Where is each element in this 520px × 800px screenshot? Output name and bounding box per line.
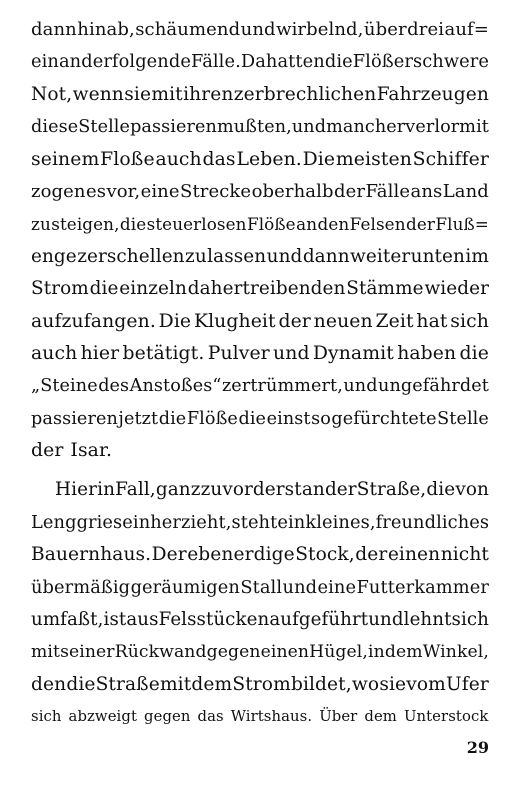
word: eine <box>140 180 180 202</box>
word: Stelle <box>437 408 489 429</box>
word: einanderfolgende <box>31 51 191 73</box>
word: mit <box>151 83 183 105</box>
word: Unterstock <box>403 708 489 726</box>
word: lehnt <box>403 609 452 631</box>
word: Felsen <box>349 214 406 235</box>
word: Fahrzeugen <box>376 83 489 105</box>
word: den <box>317 214 350 235</box>
paragraph <box>31 474 489 733</box>
text-line <box>31 636 489 668</box>
text-line <box>31 14 489 46</box>
word: steuerlosen <box>146 214 247 235</box>
word: hatten <box>265 51 325 73</box>
word: der <box>406 214 435 235</box>
word: Die <box>302 148 336 170</box>
word: und <box>343 376 378 397</box>
word: wirbelnd, <box>276 19 364 40</box>
word: die <box>66 673 96 695</box>
text-line <box>31 572 489 604</box>
text-line <box>31 507 489 539</box>
word: Strom <box>31 278 89 300</box>
word: einen <box>387 544 441 566</box>
word: der <box>333 180 366 202</box>
word: so <box>311 408 331 429</box>
word: Strecke <box>180 180 252 202</box>
word: dann <box>31 19 77 40</box>
word: Stelle <box>78 117 131 138</box>
text-line <box>31 208 489 240</box>
text-line <box>31 176 489 208</box>
word: verlor <box>405 117 460 138</box>
text-line <box>31 111 489 143</box>
word: freundliches <box>375 511 490 533</box>
word: über <box>363 19 407 40</box>
word: auf= <box>444 19 489 40</box>
text-line <box>31 539 489 571</box>
word: weiter <box>350 245 411 267</box>
word: Futterkammer <box>356 576 489 598</box>
word: Land <box>442 180 489 202</box>
word: mit <box>159 673 192 695</box>
word: an <box>296 214 318 235</box>
text-line <box>31 403 489 435</box>
word: jetzt <box>118 408 159 429</box>
text-line <box>31 435 489 467</box>
word: sie <box>379 673 407 695</box>
word: in <box>368 642 385 663</box>
word: passieren <box>31 408 118 429</box>
word: wo <box>351 673 380 695</box>
word: und <box>282 576 318 598</box>
word: sich <box>450 310 489 332</box>
word: kleines, <box>305 511 376 533</box>
word: Lenggries <box>31 511 123 533</box>
word: dem <box>384 642 423 663</box>
word: mit <box>31 642 61 663</box>
word: zogen <box>31 180 86 202</box>
word: Rückwand <box>114 642 207 663</box>
word: vom <box>406 673 446 695</box>
word: der <box>324 479 357 501</box>
word: die <box>238 408 267 429</box>
word: Flöße <box>186 408 238 429</box>
word: die <box>426 479 456 501</box>
word: die <box>89 278 119 300</box>
word: Der <box>151 544 187 566</box>
text-line <box>31 669 489 701</box>
word: sich <box>31 708 62 726</box>
word: wieder <box>424 278 489 300</box>
word: Stämme <box>346 278 424 300</box>
word: einen <box>260 642 310 663</box>
word: ihren <box>183 83 234 105</box>
word: Flößer <box>352 51 413 73</box>
word: im <box>465 245 489 267</box>
word: ein <box>277 511 306 533</box>
text-line <box>31 273 489 305</box>
word: sie <box>124 83 152 105</box>
word: Klugheit <box>193 310 276 332</box>
word: meisten <box>335 148 412 170</box>
word: oberhalb <box>251 180 334 202</box>
word: Winkel, <box>422 642 489 663</box>
word: sich <box>451 609 489 631</box>
word: zertrümmert, <box>221 376 343 397</box>
word: zerschellen <box>77 245 185 267</box>
word: und <box>291 117 327 138</box>
text-line <box>31 306 489 338</box>
text-line <box>31 144 489 176</box>
paragraph <box>31 14 489 467</box>
word: Die <box>158 310 192 332</box>
word: Hügel, <box>309 642 368 663</box>
word: ganz <box>155 479 201 501</box>
word: vor, <box>106 180 141 202</box>
word: dem <box>364 708 397 726</box>
word: Floße <box>100 148 155 170</box>
word: auch <box>155 148 202 170</box>
word: Hier <box>55 479 97 501</box>
word: mancher <box>326 117 406 138</box>
word: übermäßig <box>31 576 131 598</box>
paragraph-gap <box>31 467 489 474</box>
word: mit <box>459 117 489 138</box>
word: Leben. <box>236 148 302 170</box>
word: nicht <box>440 544 489 566</box>
word: der <box>31 440 64 462</box>
text-line <box>31 604 489 636</box>
word: Fälle <box>365 180 411 202</box>
text-line <box>31 338 489 370</box>
word: gefürchtete <box>331 408 437 429</box>
text-line <box>31 474 489 506</box>
word: Dynamit <box>312 342 394 364</box>
word: Da <box>240 51 266 73</box>
word: und <box>368 609 404 631</box>
word: schwere <box>412 51 489 73</box>
word: Straße <box>95 673 160 695</box>
word: Pulver <box>207 342 270 364</box>
word: dem <box>191 673 233 695</box>
word: an <box>301 479 325 501</box>
word: einherzieht, <box>122 511 232 533</box>
word: Ufer <box>446 673 489 695</box>
word: die <box>119 214 147 235</box>
word: bildet, <box>290 673 352 695</box>
word: aus <box>126 609 159 631</box>
word: hat <box>416 310 448 332</box>
word: „Steine <box>31 376 98 397</box>
word: die <box>324 51 353 73</box>
page-number: 29 <box>466 738 489 757</box>
word: Straße, <box>356 479 427 501</box>
word: neuen <box>313 310 373 332</box>
word: und <box>266 245 303 267</box>
word: diese <box>31 117 79 138</box>
word: ebenerdige <box>187 544 295 566</box>
word: Wirtshaus. <box>230 708 313 726</box>
word: des <box>98 376 130 397</box>
word: Felsstücken <box>158 609 270 631</box>
text-block <box>31 14 489 734</box>
word: geräumigen <box>130 576 240 598</box>
text-line <box>31 701 489 733</box>
word: Zeit <box>375 310 414 332</box>
word: Fluß= <box>435 214 489 235</box>
word: ans <box>410 180 443 202</box>
word: einst <box>266 408 311 429</box>
word: ungefährdet <box>378 376 489 397</box>
text-line <box>31 46 489 78</box>
word: Stock, <box>295 544 355 566</box>
word: Not, <box>31 83 73 105</box>
word: betätigt. <box>122 342 205 364</box>
word: schäumend <box>135 19 241 40</box>
text-line <box>31 79 489 111</box>
word: und <box>273 342 310 364</box>
word: Flöße <box>246 214 296 235</box>
word: Isar. <box>70 440 113 462</box>
word: enge <box>31 245 77 267</box>
word: hier <box>80 342 120 364</box>
word: gegen <box>144 708 191 726</box>
word: auch <box>31 342 78 364</box>
word: Anstoßes“ <box>129 376 222 397</box>
word: die <box>459 342 489 364</box>
word: steht <box>231 511 278 533</box>
word: zu <box>185 245 207 267</box>
word: Fall, <box>115 479 156 501</box>
word: einzeln <box>119 278 187 300</box>
word: dahertreibenden <box>187 278 346 300</box>
word: seiner <box>60 642 115 663</box>
word: Fälle. <box>190 51 241 73</box>
word: das <box>197 708 224 726</box>
word: seinem <box>31 148 100 170</box>
word: von <box>455 479 489 501</box>
word: der <box>278 310 311 332</box>
word: passieren <box>130 117 217 138</box>
word: in <box>97 479 116 501</box>
word: Stall <box>240 576 283 598</box>
word: wenn <box>72 83 124 105</box>
word: Schiffer <box>412 148 489 170</box>
word: zuvorderst <box>200 479 302 501</box>
word: zu <box>31 214 51 235</box>
word: eine <box>317 576 357 598</box>
word: lassen <box>207 245 267 267</box>
word: es <box>85 180 107 202</box>
word: aufzufangen. <box>31 310 156 332</box>
word: gegen <box>206 642 261 663</box>
word: zerbrechlichen <box>233 83 377 105</box>
word: haben <box>397 342 457 364</box>
text-line <box>31 370 489 402</box>
word: aufgeführt <box>269 609 369 631</box>
word: abzweigt <box>68 708 138 726</box>
word: hinab, <box>77 19 135 40</box>
word: mußten, <box>216 117 292 138</box>
word: dann <box>302 245 350 267</box>
word: der <box>355 544 388 566</box>
word: steigen, <box>51 214 120 235</box>
text-line <box>31 241 489 273</box>
word: und <box>240 19 276 40</box>
word: drei <box>407 19 445 40</box>
word: Strom <box>232 673 291 695</box>
word: Über <box>319 708 358 726</box>
word: Bauernhaus. <box>31 544 152 566</box>
word: den <box>31 673 67 695</box>
word: ist <box>103 609 127 631</box>
word: unten <box>410 245 465 267</box>
word: das <box>202 148 236 170</box>
word: umfaßt, <box>31 609 104 631</box>
word: die <box>158 408 187 429</box>
